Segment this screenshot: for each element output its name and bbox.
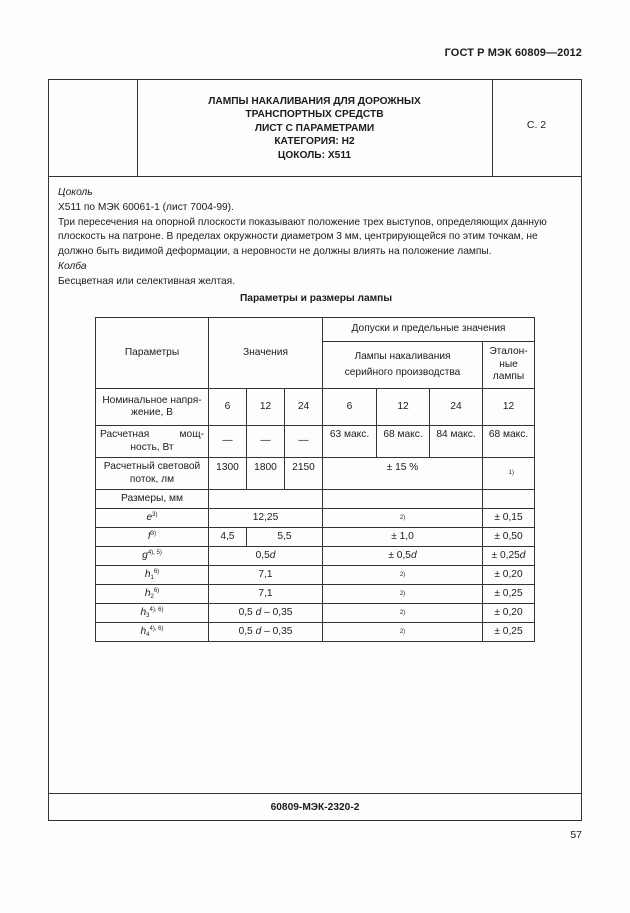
sheet-frame bbox=[48, 79, 582, 821]
empty-cell bbox=[209, 490, 323, 509]
dimensions-label: Размеры, мм bbox=[96, 490, 209, 509]
dim-value: 12,25 bbox=[209, 509, 323, 528]
label-line: поток, лм bbox=[129, 473, 175, 485]
sheet-header bbox=[49, 80, 581, 177]
value-number: ± 0,5 bbox=[388, 549, 411, 561]
table-row bbox=[96, 585, 535, 604]
dim-serial: ± 1,0 bbox=[323, 528, 483, 547]
dim-value bbox=[209, 604, 323, 623]
title-line: КАТЕГОРИЯ: Н2 bbox=[274, 136, 355, 148]
dim-symbol bbox=[96, 623, 209, 642]
tolerances-header: Допуски и предельные значения bbox=[323, 318, 535, 342]
serial-lamps-header bbox=[323, 342, 483, 389]
power-cell: — bbox=[209, 426, 247, 458]
power-cell: — bbox=[285, 426, 323, 458]
voltage-label bbox=[96, 389, 209, 426]
body-text bbox=[58, 186, 578, 290]
standard-id: ГОСТ Р МЭК 60809—2012 bbox=[444, 47, 582, 59]
dim-standard bbox=[483, 547, 535, 566]
footnote-ref: 6) bbox=[153, 568, 160, 575]
power-cell: 84 макс. bbox=[430, 426, 483, 458]
bulb-heading: Колба bbox=[58, 260, 87, 272]
title-line: ТРАНСПОРТНЫХ СРЕДСТВ bbox=[245, 109, 384, 121]
dim-value: 7,1 bbox=[209, 585, 323, 604]
dim-value: 5,5 bbox=[247, 528, 323, 547]
voltage-cell: 24 bbox=[285, 389, 323, 426]
cap-heading: Цоколь bbox=[58, 187, 93, 198]
symbol-index: 1 bbox=[150, 574, 154, 581]
dim-symbol bbox=[96, 604, 209, 623]
table-row bbox=[96, 623, 535, 642]
power-cell: 63 макс. bbox=[323, 426, 377, 458]
table-row bbox=[96, 458, 535, 490]
flux-tolerance: ± 15 % bbox=[323, 458, 483, 490]
value-symbol: d bbox=[255, 606, 262, 618]
header-title-cell bbox=[137, 80, 493, 176]
value-number: – 0,35 bbox=[264, 606, 293, 618]
dim-value: 7,1 bbox=[209, 566, 323, 585]
footnote-ref: 3) bbox=[150, 530, 157, 537]
dim-serial bbox=[323, 547, 483, 566]
power-label bbox=[96, 426, 209, 458]
power-cell: 68 макс. bbox=[377, 426, 430, 458]
empty-cell bbox=[323, 490, 483, 509]
symbol-index: 4 bbox=[146, 631, 150, 638]
params-header: Параметры bbox=[96, 318, 209, 389]
dim-footnote: 2) bbox=[323, 585, 483, 604]
value-number: 0,5 bbox=[255, 549, 270, 561]
power-cell: — bbox=[247, 426, 285, 458]
footnote-ref: 6) bbox=[153, 587, 160, 594]
title-line: ЛИСТ С ПАРАМЕТРАМИ bbox=[254, 122, 375, 134]
flux-cell: 2150 bbox=[285, 458, 323, 490]
symbol-index: 3 bbox=[146, 612, 150, 619]
symbol: h bbox=[140, 606, 147, 618]
dim-standard: ± 0,25 bbox=[483, 585, 535, 604]
footnote-ref: 4), 6) bbox=[149, 606, 164, 613]
symbol-index: 2 bbox=[150, 593, 154, 600]
bulb-text: Бесцветная или селективная желтая. bbox=[58, 275, 236, 287]
symbol: h bbox=[144, 568, 151, 580]
table-row bbox=[96, 389, 535, 426]
footnote-ref: 4), 6) bbox=[149, 625, 164, 632]
table-row bbox=[96, 426, 535, 458]
power-cell: 68 макс. bbox=[483, 426, 535, 458]
table-row bbox=[96, 566, 535, 585]
dim-standard: ± 0,25 bbox=[483, 623, 535, 642]
value-symbol: d bbox=[519, 549, 526, 561]
symbol: h bbox=[144, 587, 151, 599]
standard-lamps-header bbox=[483, 342, 535, 389]
value-symbol: d bbox=[410, 549, 417, 561]
dim-symbol bbox=[96, 547, 209, 566]
dim-footnote: 2) bbox=[323, 509, 483, 528]
header-sheet-cell bbox=[492, 80, 581, 176]
flux-label bbox=[96, 458, 209, 490]
page-number: 57 bbox=[570, 829, 582, 841]
voltage-cell: 12 bbox=[377, 389, 430, 426]
label-line: Номинальное напря- bbox=[102, 394, 202, 406]
label-line: жение, В bbox=[131, 407, 173, 418]
label-line: ность, Вт bbox=[130, 441, 174, 453]
cap-text: Х511 по МЭК 60061-1 (лист 7004-99). bbox=[58, 201, 234, 213]
table-row bbox=[96, 490, 535, 509]
flux-cell: 1300 bbox=[209, 458, 247, 490]
header-line: Лампы накаливания bbox=[354, 351, 451, 362]
sheet-title bbox=[137, 95, 492, 162]
dim-footnote: 2) bbox=[323, 623, 483, 642]
value-symbol: d bbox=[269, 549, 276, 561]
table-title: Параметры и размеры лампы bbox=[239, 293, 393, 304]
dim-standard: ± 0,20 bbox=[483, 566, 535, 585]
label-line: Расчетный световой bbox=[103, 461, 201, 472]
voltage-cell: 12 bbox=[483, 389, 535, 426]
dim-symbol bbox=[96, 509, 209, 528]
cap-text-line: Три пересечения на опорной плоскости показывают положение трех выступов, определяющих данную bbox=[58, 216, 547, 228]
title-line: ЦОКОЛЬ: Х511 bbox=[277, 149, 352, 161]
empty-cell bbox=[483, 490, 535, 509]
voltage-cell: 12 bbox=[247, 389, 285, 426]
voltage-cell: 6 bbox=[209, 389, 247, 426]
flux-footnote: 1) bbox=[483, 458, 535, 490]
voltage-cell: 6 bbox=[323, 389, 377, 426]
dim-standard: ± 0,50 bbox=[483, 528, 535, 547]
cap-text-line: должно быть видимой деформации, а неровности не должны влиять на положение лампы. bbox=[58, 246, 492, 258]
symbol: e bbox=[146, 511, 153, 523]
value-symbol: d bbox=[255, 625, 262, 637]
header-line: лампы bbox=[492, 371, 525, 383]
dim-symbol bbox=[96, 566, 209, 585]
footnote-ref: 4), 5) bbox=[147, 549, 162, 556]
header-line: Эталон- bbox=[489, 346, 528, 358]
sheet-footer bbox=[49, 793, 581, 821]
value-number: ± 0,25 bbox=[491, 549, 520, 561]
dim-standard: ± 0,15 bbox=[483, 509, 535, 528]
table-row bbox=[96, 528, 535, 547]
table-row bbox=[96, 547, 535, 566]
label-line: Расчетная мощ- bbox=[100, 429, 204, 440]
flux-cell: 1800 bbox=[247, 458, 285, 490]
sheet-code: 60809-МЭК-2320-2 bbox=[270, 802, 360, 813]
footnote-ref: 3) bbox=[152, 511, 158, 518]
dim-standard: ± 0,20 bbox=[483, 604, 535, 623]
dim-value bbox=[209, 547, 323, 566]
symbol: f bbox=[147, 530, 151, 542]
table-row bbox=[96, 604, 535, 623]
cap-text-line: плоскость на патроне. В пределах окружности диаметром 3 мм, центрирующейся по этим точкам, не bbox=[58, 231, 538, 243]
title-line: ЛАМПЫ НАКАЛИВАНИЯ ДЛЯ ДОРОЖНЫХ bbox=[208, 96, 421, 107]
value-number: 0,5 bbox=[238, 606, 253, 618]
value-number: 0,5 bbox=[238, 625, 253, 637]
value-number: – 0,35 bbox=[264, 625, 293, 637]
dim-value: 4,5 bbox=[209, 528, 247, 547]
dim-value bbox=[209, 623, 323, 642]
symbol: h bbox=[140, 625, 147, 637]
symbol: g bbox=[142, 549, 148, 561]
parameters-table bbox=[95, 317, 535, 642]
table-row bbox=[96, 509, 535, 528]
dim-footnote: 2) bbox=[323, 566, 483, 585]
voltage-cell: 24 bbox=[430, 389, 483, 426]
sheet-number: С. 2 bbox=[526, 119, 547, 131]
header-line: серийного производства bbox=[344, 366, 461, 378]
header-blank-cell bbox=[49, 80, 138, 176]
dim-footnote: 2) bbox=[323, 604, 483, 623]
dim-symbol bbox=[96, 585, 209, 604]
dim-symbol bbox=[96, 528, 209, 547]
header-line: ные bbox=[499, 358, 518, 370]
table-header-row bbox=[96, 318, 535, 342]
values-header: Значения bbox=[209, 318, 323, 389]
